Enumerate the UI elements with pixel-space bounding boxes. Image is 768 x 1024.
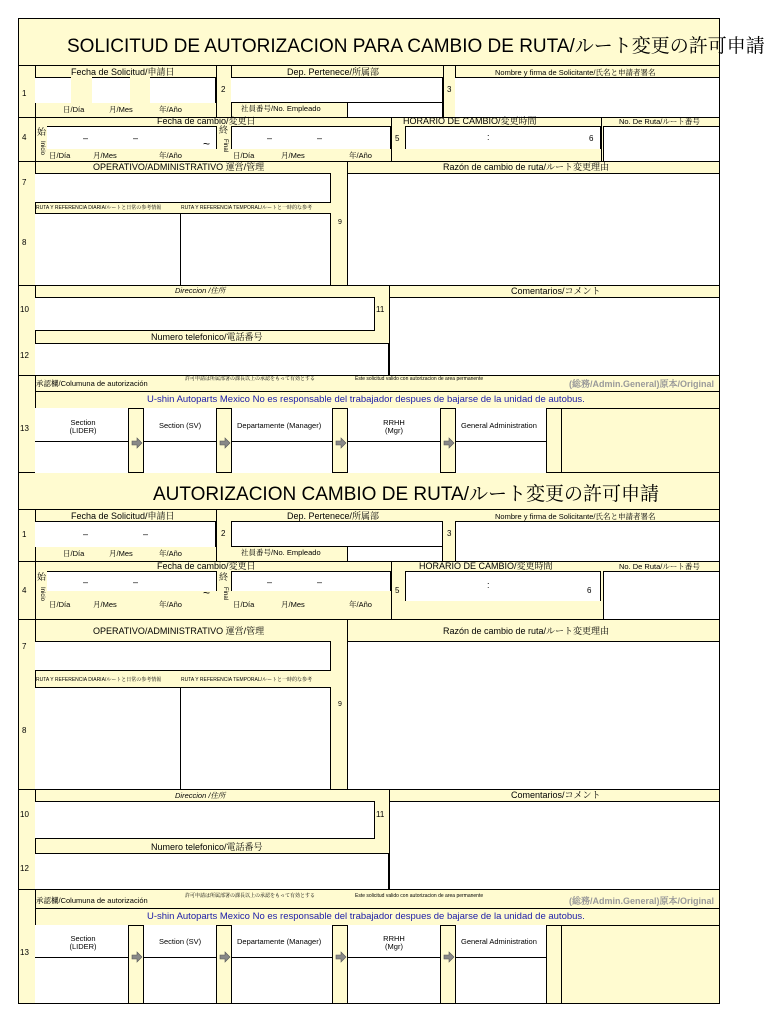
label-fecha-cambio: Fecha de cambio/変更日: [157, 116, 256, 126]
dash-6: –: [317, 577, 323, 587]
label-anio-inicio: 年/Año: [159, 151, 182, 160]
label-manager: Departamente (Manager): [237, 937, 322, 946]
label-inicio: Inicio: [39, 587, 45, 602]
ruta-temporal-field[interactable]: [181, 213, 331, 285]
label-original: (総務/Admin.General)原本/Original: [569, 896, 715, 906]
row-number-4: 4: [22, 586, 27, 595]
fecha-solicitud-field[interactable]: [35, 521, 216, 547]
row-number-9: 9: [338, 219, 342, 226]
row-number-1: 1: [22, 89, 27, 98]
arrow-right-icon: [443, 951, 455, 963]
disclaimer: U-shin Autoparts Mexico No es responsable del trabajador despues de bajarse de la unidad de autobus.: [147, 911, 585, 922]
label-horario: HORARIO DE CAMBIO/変更時間: [403, 116, 537, 126]
label-comentarios: Comentarios/コメント: [511, 286, 601, 296]
arrow-right-icon: [335, 951, 347, 963]
label-telefono: Numero telefonico/電話番号: [151, 332, 263, 342]
row-number-10: 10: [20, 305, 29, 314]
form-title: AUTORIZACION CAMBIO DE RUTA/ルート変更の許可申請: [153, 484, 659, 505]
operativo-field[interactable]: [35, 173, 331, 203]
arrow-right-icon: [131, 951, 143, 963]
dep-pertenece-field[interactable]: [231, 77, 443, 103]
label-inicio: Inicio: [39, 141, 45, 156]
row-number-3: 3: [447, 85, 452, 94]
label-autorizacion: 承認欄/Columuna de autorización: [36, 896, 148, 905]
label-mes-final: 月/Mes: [281, 600, 305, 609]
row-number-1: 1: [22, 530, 27, 539]
label-rrhh: RRHH (Mgr): [383, 418, 405, 436]
fecha-cambio-inicio-field[interactable]: [47, 126, 217, 149]
label-no-empleado: 社員番号/No. Empleado: [241, 548, 321, 557]
row-number-13: 13: [20, 424, 29, 433]
dash-5: –: [267, 577, 273, 587]
direccion-field[interactable]: [35, 297, 375, 331]
label-rrhh: RRHH (Mgr): [383, 934, 405, 952]
nombre-firma-field[interactable]: [455, 521, 719, 561]
row-number-6: 6: [587, 586, 592, 595]
row-number-11: 11: [376, 305, 385, 314]
label-dep-pertenece: Dep. Pertenece/所属部: [287, 511, 380, 521]
label-final-kanji: 終: [219, 125, 229, 135]
ruta-diaria-field[interactable]: [35, 687, 181, 789]
label-razon: Razón de cambio de ruta/ルート変更理由: [443, 162, 610, 172]
horario-field[interactable]: [405, 571, 601, 601]
label-no-ruta: No. De Ruta/ルート番号: [619, 562, 700, 571]
label-fecha-solicitud: Fecha de Solicitud/申請日: [71, 67, 175, 77]
dash-4: –: [317, 133, 323, 143]
row-number-7: 7: [22, 178, 27, 187]
fecha-cambio-inicio-field[interactable]: [47, 571, 217, 591]
tilde: ~: [203, 137, 211, 151]
fecha-cambio-final-field[interactable]: [231, 571, 391, 591]
label-operativo: OPERATIVO/ADMINISTRATIVO 運営/管理: [93, 626, 265, 636]
no-empleado-field[interactable]: [347, 103, 443, 117]
row-number-9: 9: [338, 701, 342, 708]
label-ruta-diaria: RUTA Y REFERENCIA DIARIA/ルートと日常の参考情報: [36, 205, 162, 211]
label-anio-final: 年/Año: [349, 600, 372, 609]
dash-1: –: [83, 529, 89, 539]
label-dep-pertenece: Dep. Pertenece/所属部: [287, 67, 380, 77]
no-ruta-field[interactable]: [603, 571, 719, 619]
label-inicio-kanji: 始: [37, 127, 47, 137]
fecha-solicitud-dia-field[interactable]: [35, 77, 71, 103]
dash-3: –: [267, 133, 273, 143]
colon: :: [487, 580, 490, 590]
comentarios-field[interactable]: [389, 297, 719, 375]
row-number-12: 12: [20, 864, 29, 873]
row-number-5: 5: [395, 134, 400, 143]
label-anio: 年/Año: [159, 549, 182, 558]
row-number-13: 13: [20, 948, 29, 957]
row-number-4: 4: [22, 133, 27, 142]
label-fecha-cambio: Fecha de cambio/変更日: [157, 561, 256, 571]
row-number-2: 2: [221, 85, 226, 94]
fecha-cambio-final-field[interactable]: [231, 126, 391, 149]
row-number-12: 12: [20, 351, 29, 360]
tilde: ~: [203, 586, 211, 600]
valid-note: Este solicitud valido con autorizacion de area permanente: [355, 376, 484, 382]
label-inicio-kanji: 始: [37, 572, 47, 582]
label-final-kanji: 終: [219, 572, 229, 582]
comentarios-field[interactable]: [389, 801, 719, 889]
row-number-2: 2: [221, 529, 226, 538]
dash-4: –: [133, 577, 139, 587]
label-operativo: OPERATIVO/ADMINISTRATIVO 運営/管理: [93, 162, 265, 172]
label-direccion: Direccion /住所: [175, 791, 226, 800]
label-dia: 日/Día: [63, 549, 85, 558]
label-mes-final: 月/Mes: [281, 151, 305, 160]
label-dia-inicio: 日/Día: [49, 600, 71, 609]
route-change-form-1: [18, 18, 765, 473]
operativo-field[interactable]: [35, 641, 331, 671]
label-dia-final: 日/Día: [233, 151, 255, 160]
arrow-right-icon: [219, 437, 231, 449]
label-ruta-temporal: RUTA Y REFERENCIA TEMPORAL/ルートと一時的な参考: [181, 677, 313, 683]
no-empleado-field[interactable]: [347, 547, 443, 561]
arrow-right-icon: [131, 437, 143, 449]
label-dia-inicio: 日/Día: [49, 151, 71, 160]
dep-pertenece-field[interactable]: [231, 521, 443, 547]
razon-field[interactable]: [347, 173, 719, 285]
label-razon: Razón de cambio de ruta/ルート変更理由: [443, 626, 610, 636]
telefono-field[interactable]: [35, 853, 389, 889]
label-final: Final: [222, 139, 228, 153]
label-final: Final: [222, 587, 228, 601]
label-no-ruta: No. De Ruta/ルート番号: [619, 117, 700, 126]
label-general-admin: General Administration: [461, 421, 537, 430]
colon: :: [487, 132, 490, 142]
form-title: SOLICITUD DE AUTORIZACION PARA CAMBIO DE RUTA/ルート変更の許可申請: [67, 36, 765, 57]
label-general-admin: General Administration: [461, 937, 537, 946]
label-dia: 日/Día: [63, 105, 85, 114]
fecha-solicitud-anio-field[interactable]: [150, 77, 216, 103]
arrow-right-icon: [219, 951, 231, 963]
label-mes-inicio: 月/Mes: [93, 151, 117, 160]
row-number-3: 3: [447, 529, 452, 538]
row-number-8: 8: [22, 238, 27, 247]
label-nombre-firma: Nombre y firma de Solicitante/氏名と申請者署名: [495, 512, 656, 521]
authority-note: 許可申請は所属部署の課長以上の承認をもって有効とする: [185, 893, 316, 899]
row-number-10: 10: [20, 810, 29, 819]
label-mes: 月/Mes: [109, 105, 133, 114]
label-section-lider: Section (LIDER): [69, 418, 97, 436]
ruta-temporal-field[interactable]: [181, 687, 331, 789]
dash-1: –: [83, 133, 89, 143]
label-ruta-diaria: RUTA Y REFERENCIA DIARIA/ルートと日常の参考情報: [36, 677, 162, 683]
label-mes-inicio: 月/Mes: [93, 600, 117, 609]
label-direccion: Direccion /住所: [175, 286, 226, 295]
row-number-11: 11: [376, 810, 385, 819]
label-manager: Departamente (Manager): [237, 421, 322, 430]
label-anio-final: 年/Año: [349, 151, 372, 160]
label-autorizacion: 承認欄/Columuna de autorización: [36, 379, 148, 388]
row-number-5: 5: [395, 586, 400, 595]
row-number-7: 7: [22, 642, 27, 651]
dash-3: –: [83, 577, 89, 587]
telefono-field[interactable]: [35, 343, 389, 375]
label-anio: 年/Año: [159, 105, 182, 114]
dash-2: –: [133, 133, 139, 143]
disclaimer: U-shin Autoparts Mexico No es responsable del trabajador despues de bajarse de la unidad de autobus.: [147, 394, 585, 405]
label-telefono: Numero telefonico/電話番号: [151, 842, 263, 852]
label-mes: 月/Mes: [109, 549, 133, 558]
label-original: (総務/Admin.General)原本/Original: [569, 379, 715, 389]
row-number-8: 8: [22, 726, 27, 735]
nombre-firma-field[interactable]: [455, 77, 719, 117]
label-ruta-temporal: RUTA Y REFERENCIA TEMPORAL/ルートと一時的な参考: [181, 205, 313, 211]
label-horario: HORARIO DE CAMBIO/変更時間: [419, 561, 553, 571]
label-comentarios: Comentarios/コメント: [511, 790, 601, 800]
arrow-right-icon: [335, 437, 347, 449]
label-fecha-solicitud: Fecha de Solicitud/申請日: [71, 511, 175, 521]
label-anio-inicio: 年/Año: [159, 600, 182, 609]
authority-note: 許可申請は所属部署の課長以上の承認をもって有効とする: [185, 376, 316, 382]
dash-2: –: [143, 529, 149, 539]
no-ruta-field[interactable]: [603, 126, 719, 161]
arrow-right-icon: [443, 437, 455, 449]
ruta-diaria-field[interactable]: [35, 213, 181, 285]
razon-field[interactable]: [347, 641, 719, 789]
label-section-lider: Section (LIDER): [69, 934, 97, 952]
label-section-sv: Section (SV): [159, 937, 202, 946]
label-no-empleado: 社員番号/No. Empleado: [241, 104, 321, 113]
label-section-sv: Section (SV): [159, 421, 202, 430]
direccion-field[interactable]: [35, 801, 375, 839]
label-nombre-firma: Nombre y firma de Solicitante/氏名と申請者署名: [495, 68, 656, 77]
fecha-solicitud-mes-field[interactable]: [92, 77, 130, 103]
valid-note: Este solicitud valido con autorizacion de area permanente: [355, 893, 484, 899]
row-number-6: 6: [589, 134, 594, 143]
route-change-form-2: [18, 473, 720, 1004]
label-dia-final: 日/Día: [233, 600, 255, 609]
horario-field[interactable]: [405, 126, 601, 149]
